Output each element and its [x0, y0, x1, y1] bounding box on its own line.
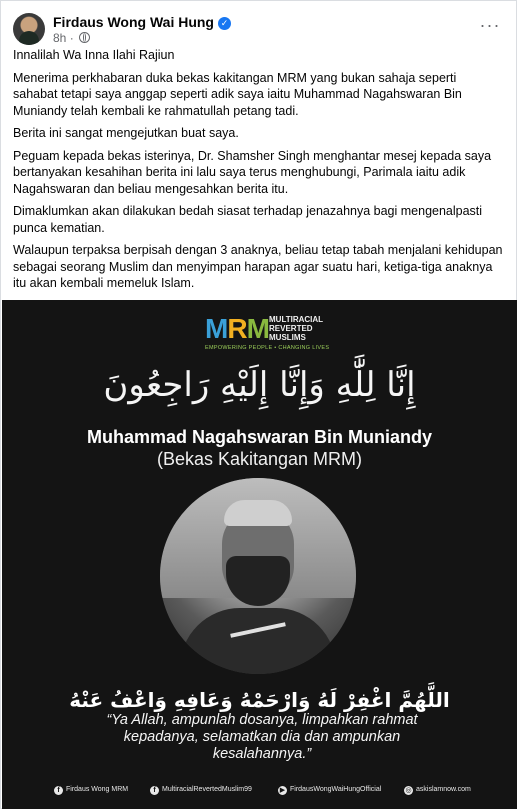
post-paragraph: Peguam kepada bekas isterinya, Dr. Shamsher Singh menghantar mesej kepada saya bertanyakan kesahihan berita ini lalu saya terus menghubungi, Parimala iaitu adik Nagahswaran dan beliau mengesahkan berita itu. — [13, 148, 492, 196]
youtube-icon: ▶ — [279, 787, 286, 794]
post-paragraph: Berita ini sangat mengejutkan buat saya. — [13, 126, 239, 140]
portrait-photo — [160, 478, 356, 674]
deceased-role: (Bekas Kakitangan MRM) — [156, 449, 363, 469]
avatar[interactable] — [13, 13, 45, 45]
logo-tagline: EMPOWERING PEOPLE • CHANGING LIVES — [205, 345, 330, 351]
logo-letters: MRM — [205, 313, 269, 344]
mrm-logo — [205, 313, 330, 354]
post-paragraph: Walaupun terpaksa berpisah dengan 3 anaknya, beliau tetap tabah menjalani kehidupan sebagai seorang Muslim dan menyimpan harapan agar suatu hari, ketiga-tiga anaknya itu akan kembali memeluk Islam. — [13, 243, 503, 290]
footer-item: ▶ FirdausWongWaiHungOfficial — [279, 786, 382, 794]
verified-badge-icon: ✓ — [218, 17, 231, 30]
more-options-icon: ··· — [479, 15, 501, 35]
facebook-icon: f — [150, 786, 159, 795]
post-paragraph: Menerima perkhabaran duka bekas kakitangan MRM yang bukan sahaja seperti sahabat tetapi saya anggap seperti adik saya iaitu Muhammad Nagahswaran Bin Muniandy telah kembali ke rahmatullah petang tadi. — [13, 70, 462, 118]
post-header — [13, 13, 504, 45]
more-options-button[interactable] — [476, 13, 504, 41]
logo-org-name: MULTIRACIAL REVERTED MUSLIMS — [269, 315, 324, 342]
footer-item: f MultiracialRevertedMuslim99 — [150, 782, 252, 798]
web-icon: ◎ — [405, 787, 412, 794]
post-paragraph: Dimaklumkan akan dilakukan bedah siasat terhadap jenazahnya bagi mengenalpasti punca kematian. — [13, 204, 483, 235]
post-paragraph: Innalilah Wa Inna Ilahi Rajiun — [13, 48, 175, 62]
author-name-link[interactable] — [53, 13, 231, 31]
facebook-icon: f — [54, 786, 63, 795]
post-meta: 8h · — [53, 31, 90, 45]
footer-item: ◎ askislamnow.com — [405, 786, 471, 794]
image-footer — [2, 782, 517, 798]
timestamp-link[interactable]: 8h — [53, 31, 67, 45]
author-name[interactable]: Firdaus Wong Wai Hung — [53, 14, 214, 30]
post-image[interactable] — [2, 300, 517, 809]
post-body — [13, 47, 503, 337]
arabic-title: إِنَّا لِلَّٰهِ وَإِنَّا إِلَيْهِ رَاجِعُونَ — [103, 365, 416, 405]
arabic-dua: اللَّهُمَّ اغْفِرْ لَهُ وَارْحَمْهُ وَعَافِهِ وَاعْفُ عَنْهُ — [69, 688, 450, 712]
footer-item: f Firdaus Wong MRM — [54, 782, 128, 798]
dua-translation: “Ya Allah, ampunlah dosanya, limpahkan rahmat kepadanya, selamatkan dia dan ampunkan kesalahannya.” — [106, 712, 418, 762]
globe-icon[interactable] — [79, 32, 90, 43]
deceased-name: Muhammad Nagahswaran Bin Muniandy — [86, 427, 433, 447]
